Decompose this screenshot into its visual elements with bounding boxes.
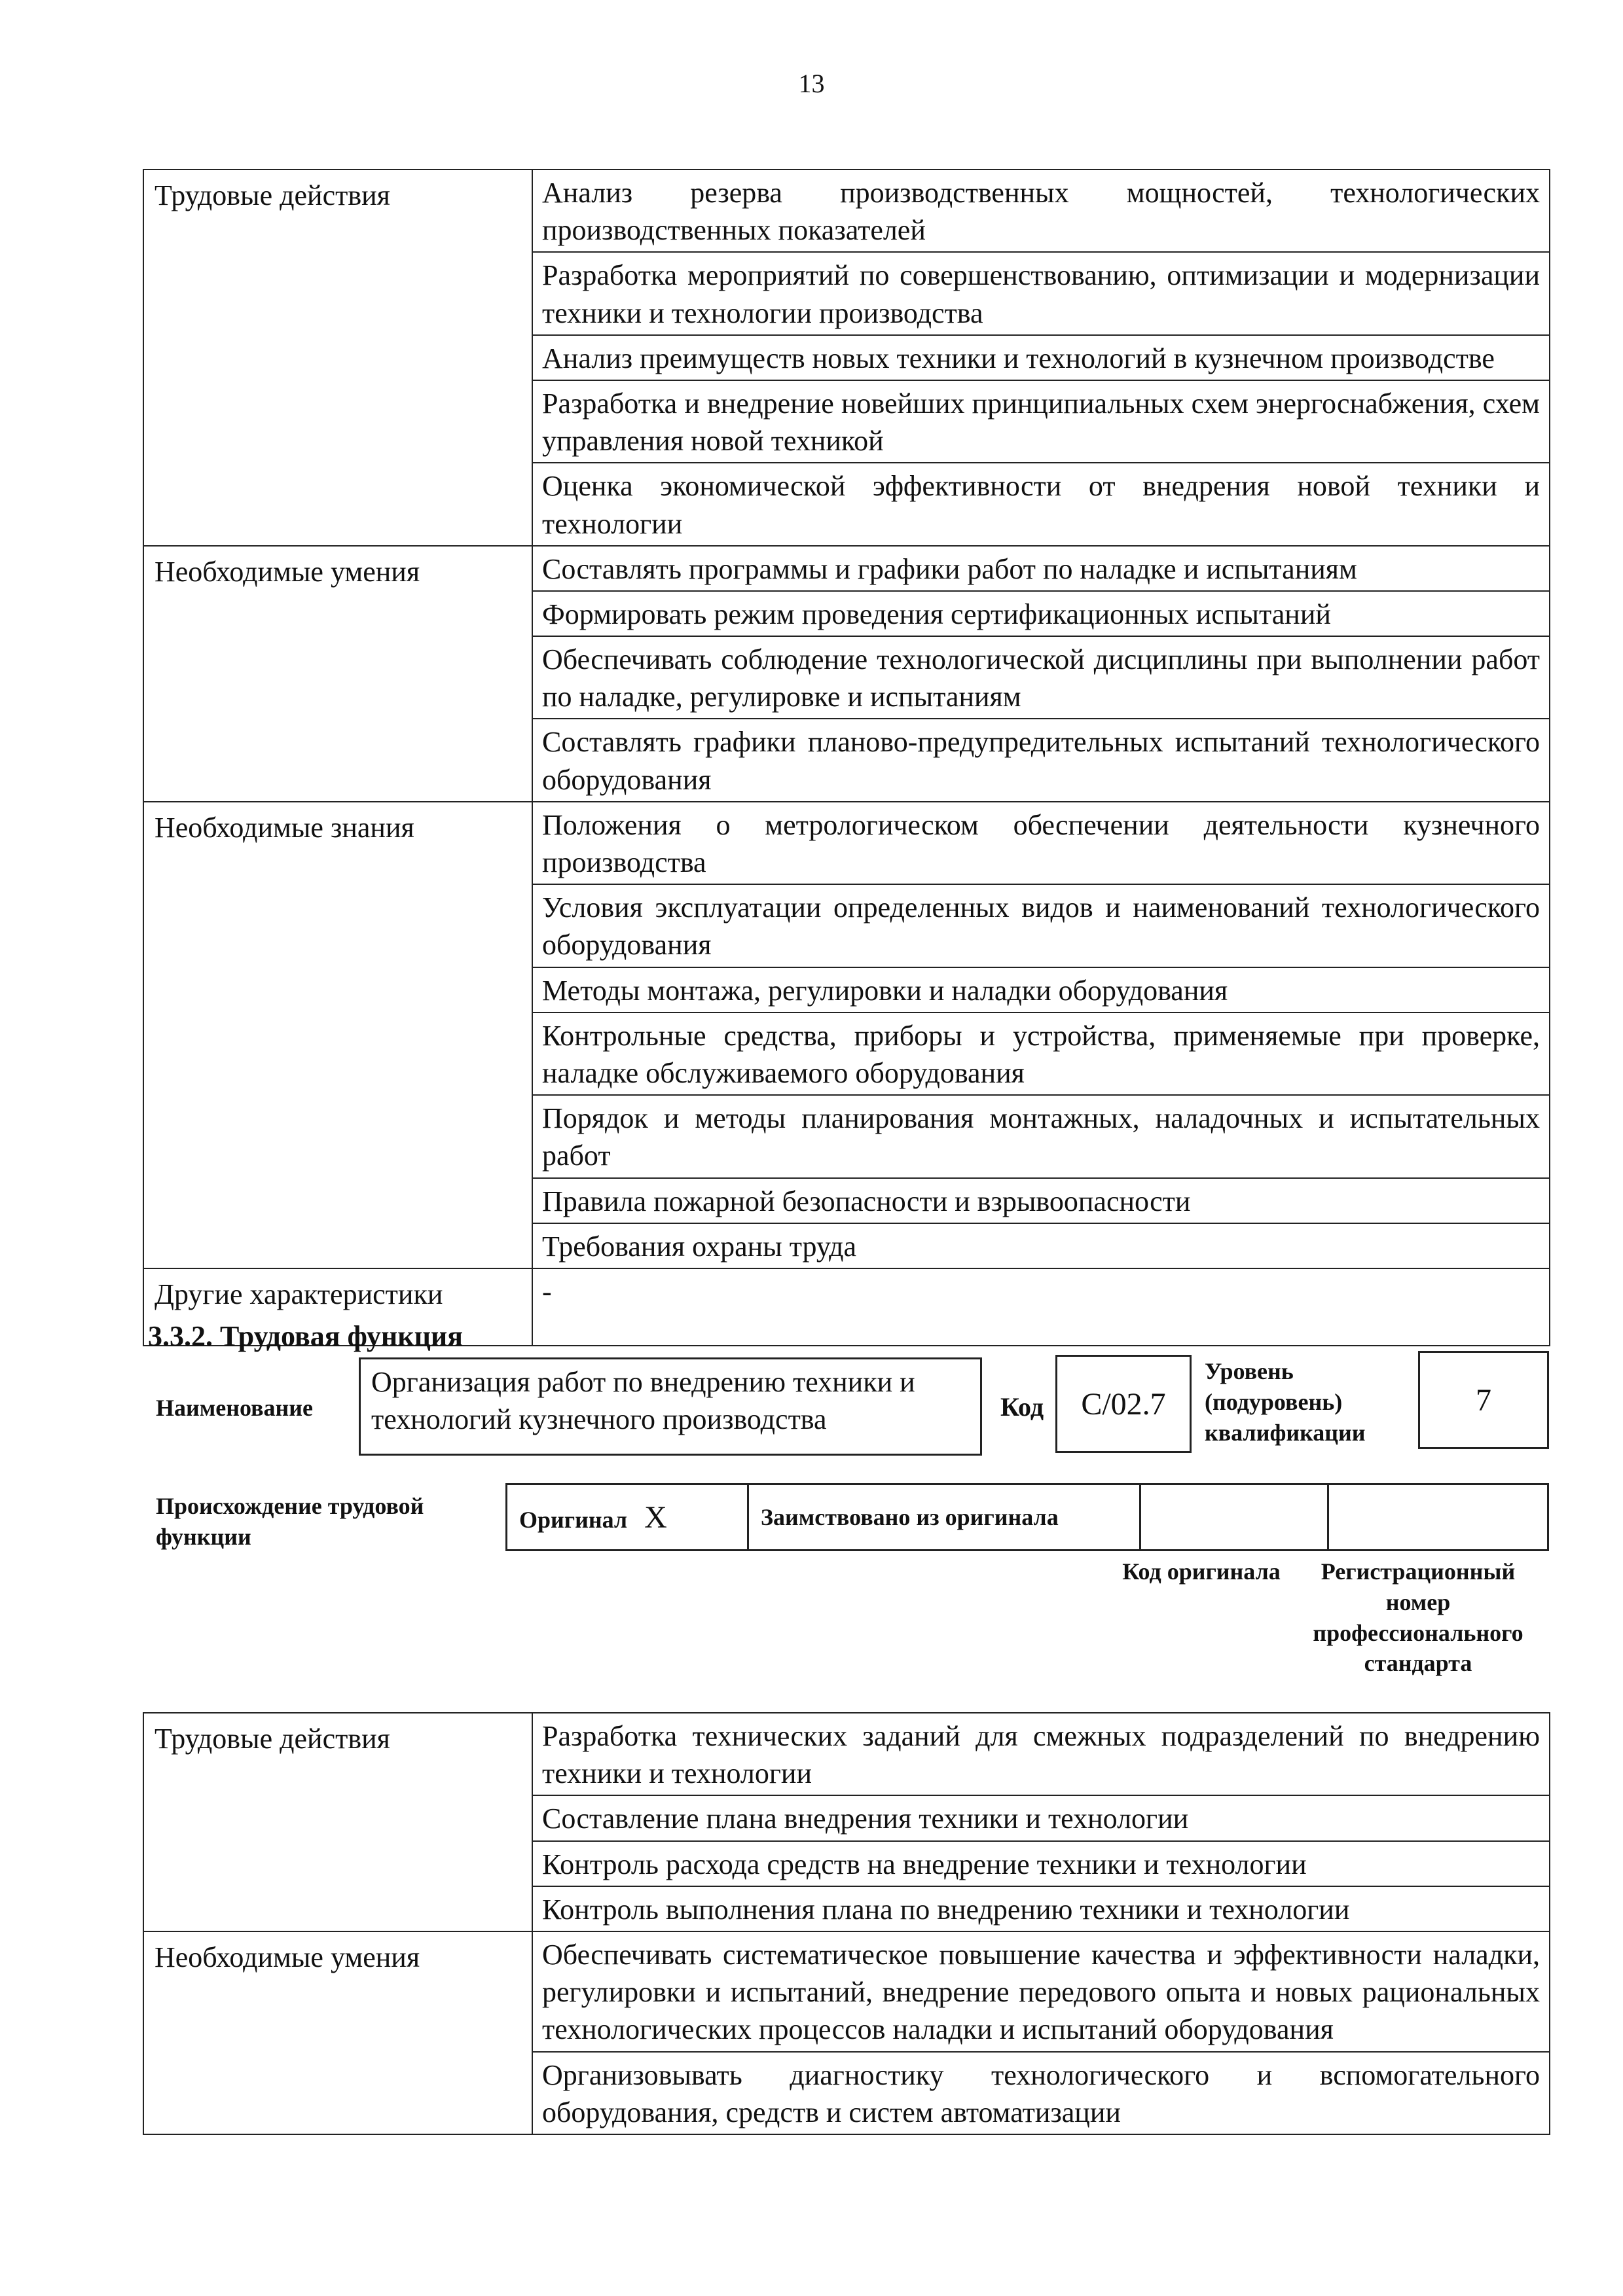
category-cell: Необходимые умения — [143, 546, 532, 802]
original-mark: X — [644, 1499, 667, 1535]
item-cell: Обеспечивать систематическое повышение качества и эффективности наладки, регулировки и испытаний, внедрение передового опыта и новых рациональных технологических процессов наладки и испытаний оборудования — [532, 1931, 1550, 2052]
item-cell: Составление плана внедрения техники и технологии — [532, 1795, 1550, 1840]
item-cell: Положения о метрологическом обеспечении деятельности кузнечного производства — [532, 802, 1550, 884]
item-cell: Порядок и методы планирования монтажных, наладочных и испытательных работ — [532, 1095, 1550, 1177]
item-cell: Разработка технических заданий для смежных подразделений по внедрению техники и технологии — [532, 1713, 1550, 1795]
item-cell: Правила пожарной безопасности и взрывоопасности — [532, 1178, 1550, 1223]
table-row — [143, 802, 1550, 884]
origin-label: Происхождение трудовой функции — [156, 1493, 424, 1550]
labor-function-table-2 — [143, 1712, 1550, 2135]
item-cell: Обеспечивать соблюдение технологической дисциплины при выполнении работ по наладке, регулировке и испытаниям — [532, 636, 1550, 719]
page-number: 13 — [798, 69, 825, 98]
item-cell: Контроль выполнения плана по внедрению техники и технологии — [532, 1886, 1550, 1931]
category-cell: Необходимые умения — [143, 1931, 532, 2134]
category-cell: Необходимые знания — [143, 802, 532, 1268]
table-row — [143, 546, 1550, 591]
table-row — [143, 1931, 1550, 2052]
item-cell: Формировать режим проведения сертификационных испытаний — [532, 591, 1550, 636]
item-cell: Анализ резерва производственных мощностей, технологических производственных показателей — [532, 170, 1550, 252]
item-cell: - — [532, 1268, 1550, 1346]
item-cell: Разработка и внедрение новейших принципиальных схем энергоснабжения, схем управления новой техникой — [532, 380, 1550, 463]
category-cell: Другие характеристики — [143, 1268, 532, 1346]
category-cell: Трудовые действия — [143, 1713, 532, 1931]
borrowed-cell: Заимствовано из оригинала — [748, 1484, 1140, 1551]
name-label: Наименование — [156, 1395, 313, 1421]
code-label: Код — [1000, 1392, 1044, 1422]
reg-number-cell — [1328, 1484, 1548, 1551]
labor-function-table-1 — [143, 169, 1550, 1346]
item-cell: Составлять программы и графики работ по наладке и испытаниям — [532, 546, 1550, 591]
category-cell: Трудовые действия — [143, 170, 532, 546]
item-cell: Организовывать диагностику технологического и вспомогательного оборудования, средств и систем автоматизации — [532, 2052, 1550, 2134]
item-cell: Методы монтажа, регулировки и наладки оборудования — [532, 967, 1550, 1013]
item-cell: Контрольные средства, приборы и устройства, применяемые при проверке, наладке обслуживаемого оборудования — [532, 1013, 1550, 1095]
origin-table — [505, 1483, 1549, 1551]
table-row — [143, 1713, 1550, 1795]
item-cell: Условия эксплуатации определенных видов и наименований технологического оборудования — [532, 884, 1550, 967]
qualification-level-label: Уровень (подуровень) квалификации — [1205, 1358, 1366, 1446]
reg-number-caption: Регистрационный номер профессионального стандарта — [1313, 1558, 1523, 1677]
function-name-box: Организация работ по внедрению техники и технологий кузнечного производства — [359, 1357, 982, 1456]
original-label: Оригинал — [519, 1506, 628, 1533]
item-cell: Анализ преимуществ новых техники и технологий в кузнечном производстве — [532, 335, 1550, 380]
item-cell: Требования охраны труда — [532, 1223, 1550, 1268]
qualification-level-box: 7 — [1418, 1351, 1549, 1449]
item-cell: Контроль расхода средств на внедрение техники и технологии — [532, 1841, 1550, 1886]
item-cell: Составлять графики планово-предупредительных испытаний технологического оборудования — [532, 719, 1550, 801]
original-cell — [507, 1484, 748, 1551]
section-heading: 3.3.2. Трудовая функция — [148, 1320, 464, 1352]
code-original-cell — [1140, 1484, 1328, 1551]
item-cell: Разработка мероприятий по совершенствованию, оптимизации и модернизации техники и технологии производства — [532, 252, 1550, 334]
code-value-box: C/02.7 — [1055, 1355, 1192, 1453]
code-original-caption: Код оригинала — [1122, 1558, 1281, 1585]
item-cell: Оценка экономической эффективности от внедрения новой техники и технологии — [532, 463, 1550, 545]
table-row — [143, 170, 1550, 252]
